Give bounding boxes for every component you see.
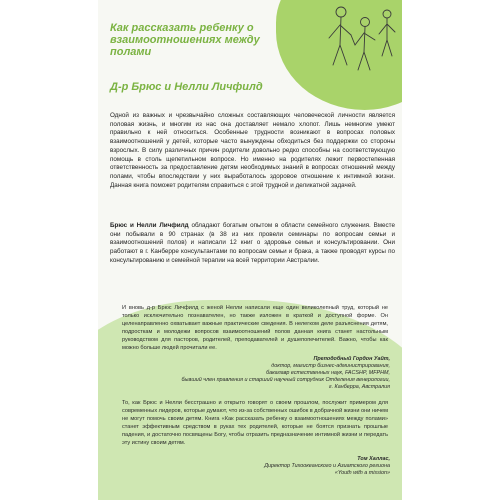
endorser-role-line: бакалавр естественных наук, FACSHP, MFPHM, — [266, 370, 390, 377]
endorsement-quote: То, как Брюс и Нелли бесстрашно и открыто говорят о своем прошлом, послужит примером для современных лидеров, которые думают, что из-за собственных ошибок в добрачной жизни они ничем не могут помочь своим детям. Книга «Как рассказать ребенку о взаимоотношениях между полами» станет эффективным средством в руках тех родителей, которые не боятся признать прошлые падения, и достаточно посвящены Богу, чтобы отразить предназначение интимной жизни и передать эту истину своим детям. — [122, 400, 388, 446]
endorser-role-line: бывший член правления и старший научный сотрудник Отделения венерологии, — [181, 377, 390, 384]
book-back-cover — [98, 0, 402, 500]
endorser-role-line: доктор, магистр бизнес-администрирования, — [271, 363, 390, 370]
endorser-role-line: г. Канберра, Австралия — [328, 384, 390, 391]
book-authors: Д-р Брюс и Нелли Личфилд — [110, 81, 263, 93]
authors-bio-text: обладают богатым опытом в области семейного служения. Вместе они побывали в 90 странах (в 38 из них провели семинары по вопросам семьи и взаимоотношений полов) и написали 12 книг о здоровье семьи и консультировании. Они работают в г. Канберре консультантами по вопросам семьи и брака, а также проводят курсы по консультированию и семейной терапии на всей территории Австралии. — [110, 222, 395, 264]
endorsement-signature — [264, 456, 390, 477]
endorser-role-line: Директор Тихоокеанского и Азиатского региона — [264, 463, 390, 470]
authors-bio-lead: Брюс и Нелли Личфилд — [110, 222, 189, 229]
family-line-drawing-icon — [313, 0, 402, 100]
book-title: Как рассказать ребенку о взаимоотношениях между полами — [110, 22, 260, 58]
endorser-name: Преподобный Гордон Уайт, — [313, 356, 390, 362]
endorsement-quote: И вновь д-р Брюс Личфилд с женой Нелли написали еще один великолепный труд, который не только исключительно познавателен, но также изложен в краткой и доступной форме. Он целенаправленно охватывает важные практические сведения. В нелегком деле разъяснения детям, подросткам и молодежи вопросов взаимоотношений полов данная книга станет настольным руководством для пасторов, родителей, преподавателей и душепопечителей. Важно, чтобы как можно больше людей прочитали ее. — [122, 305, 388, 351]
endorser-role-line: «Youth with a mission» — [334, 470, 390, 477]
authors-bio-paragraph — [110, 222, 395, 266]
endorser-name: Том Халлас, — [357, 456, 390, 462]
endorsement-signature — [182, 356, 391, 391]
description-paragraph: Одной из важных и чрезвычайно сложных составляющих человеческой личности является половая жизнь, и многим из нас она доставляет немало хлопот. Лишь немногие умеют правильно к ней относиться. Особенные трудности возникают в вопросах половых взаимоотношений у детей, которые часто вынуждены обходиться без поддержки со стороны взрослых. В силу различных причин родители довольно редко способны на соответствующую помощь в столь щепетильном вопросе. Но именно на родителях лежит первостепенная ответственность за предоставление детям необходимых знаний в вопросах отношений между полами, чтобы впоследствии у них выработалось здоровое отношение к интимной жизни. Данная книга поможет родителям справиться с этой трудной и деликатной задачей. — [110, 112, 395, 189]
